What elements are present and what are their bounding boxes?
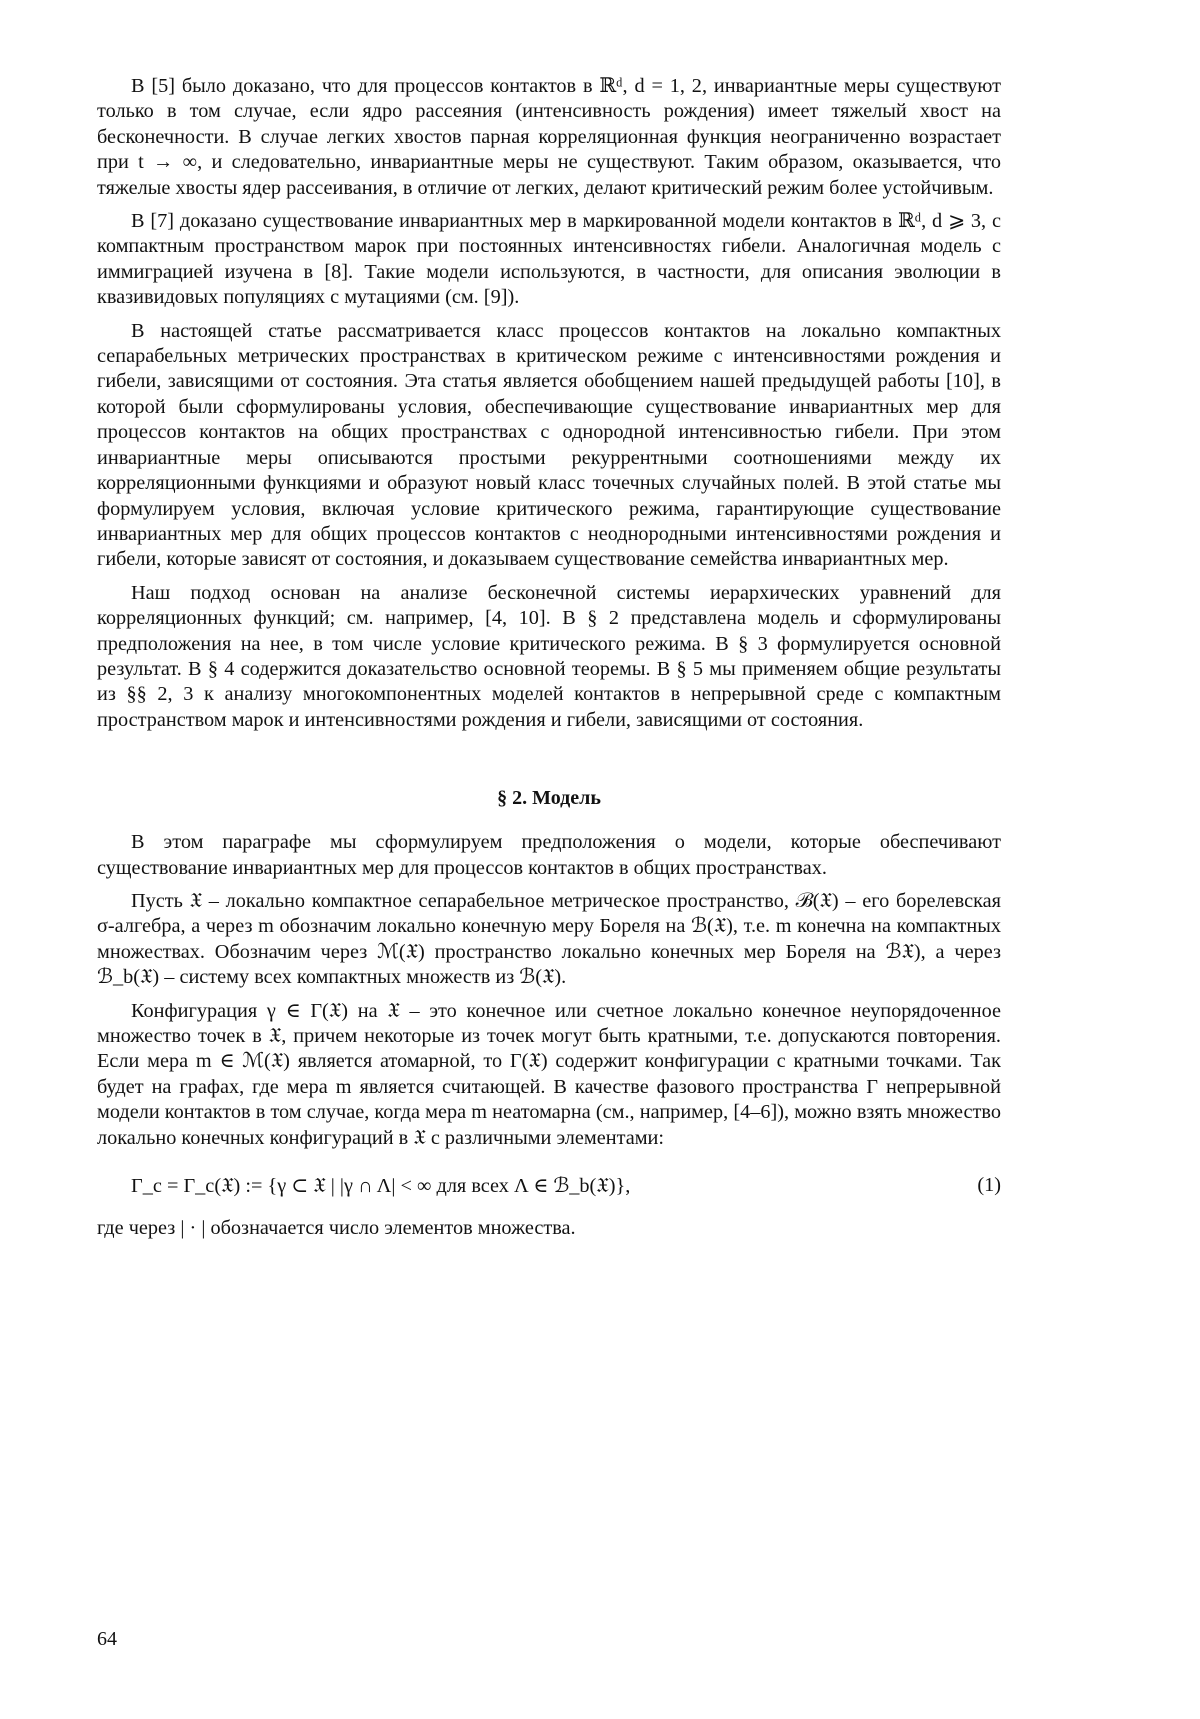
paragraph-section-2: Пусть 𝔛 – локально компактное сепарабельное метрическое пространство, ℬ(𝔛) – его борелевская σ-алгебра, а через m обозначим локально конечную меру Бореля на ℬ(𝔛), т.е. m конечна на компактных множествах. Обозначим через ℳ(𝔛) пространство локально конечных мер Бореля на ℬ𝔛), а через ℬ_b(𝔛) – систему всех компактных множеств из ℬ(𝔛). [97, 889, 1001, 991]
equation-number: (1) [977, 1174, 1001, 1197]
page-body [97, 74, 1001, 1249]
paragraph-intro-3: В настоящей статье рассматривается класс процессов контактов на локально компактных сепарабельных метрических пространствах в критическом режиме с интенсивностями рождения и гибели, зависящими от состояния. Эта статья является обобщением нашей предыдущей работы [10], в которой были сформулированы условия, обеспечивающие существование инвариантных мер для процессов контактов на общих пространствах с однородной интенсивностью гибели. При этом инвариантные меры описываются простыми рекуррентными соотношениями между их корреляционными функциями и образуют новый класс точечных случайных полей. В этой статье мы формулируем условия, включая условие критического режима, гарантирующие существование инвариантных мер для общих процессов контактов с неоднородными интенсивностями рождения и гибели, которые зависят от состояния, и доказываем существование семейства инвариантных мер. [97, 319, 1001, 573]
paragraph-intro-4: Наш подход основан на анализе бесконечной системы иерархических уравнений для корреляционных функций; см. например, [4, 10]. В § 2 представлена модель и сформулированы предположения на нее, в том числе условие критического режима. В § 3 формулируется основной результат. В § 4 содержится доказательство основной теоремы. В § 5 мы применяем общие результаты из §§ 2, 3 к анализу многокомпонентных моделей контактов в непрерывной среде с компактным пространством марок и интенсивностями рождения и гибели, зависящими от состояния. [97, 581, 1001, 733]
paragraph-section-3: Конфигурация γ ∈ Γ(𝔛) на 𝔛 – это конечное или счетное локально конечное неупорядоченное множество точек в 𝔛, причем некоторые из точек могут быть кратными, т.е. допускаются повторения. Если мера m ∈ ℳ(𝔛) является атомарной, то Γ(𝔛) содержит конфигурации с кратными точками. Так будет на графах, где мера m является считающей. В качестве фазового пространства Γ непрерывной модели контактов в том случае, когда мера m неатомарна (см., например, [4–6]), можно взять множество локально конечных конфигураций в 𝔛 с различными элементами: [97, 999, 1001, 1151]
paragraph-intro-1: В [5] было доказано, что для процессов контактов в ℝᵈ, d = 1, 2, инвариантные меры существуют только в том случае, если ядро рассеяния (интенсивность рождения) имеет тяжелый хвост на бесконечности. В случае легких хвостов парная корреляционная функция неограниченно возрастает при t → ∞, и следовательно, инвариантные меры не существуют. Таким образом, оказывается, что тяжелые хвосты ядер рассеивания, в отличие от легких, делают критический режим более устойчивым. [97, 74, 1001, 201]
paragraph-after-formula: где через | · | обозначается число элементов множества. [97, 1216, 1001, 1241]
equation-text: Γ_c = Γ_c(𝔛) := {γ ⊂ 𝔛 | |γ ∩ Λ| < ∞ для всех Λ ∈ ℬ_b(𝔛)}, [131, 1173, 630, 1198]
equation-1 [97, 1173, 1001, 1198]
section-title: § 2. Модель [97, 787, 1001, 810]
paragraph-section-1: В этом параграфе мы сформулируем предположения о модели, которые обеспечивают существование инвариантных мер для процессов контактов в общих пространствах. [97, 830, 1001, 881]
page-number: 64 [97, 1628, 117, 1651]
paragraph-intro-2: В [7] доказано существование инвариантных мер в маркированной модели контактов в ℝᵈ, d ⩾ 3, с компактным пространством марок при постоянных интенсивностях гибели. Аналогичная модель с иммиграцией изучена в [8]. Такие модели используются, в частности, для описания эволюции в квазивидовых популяциях с мутациями (см. [9]). [97, 209, 1001, 311]
